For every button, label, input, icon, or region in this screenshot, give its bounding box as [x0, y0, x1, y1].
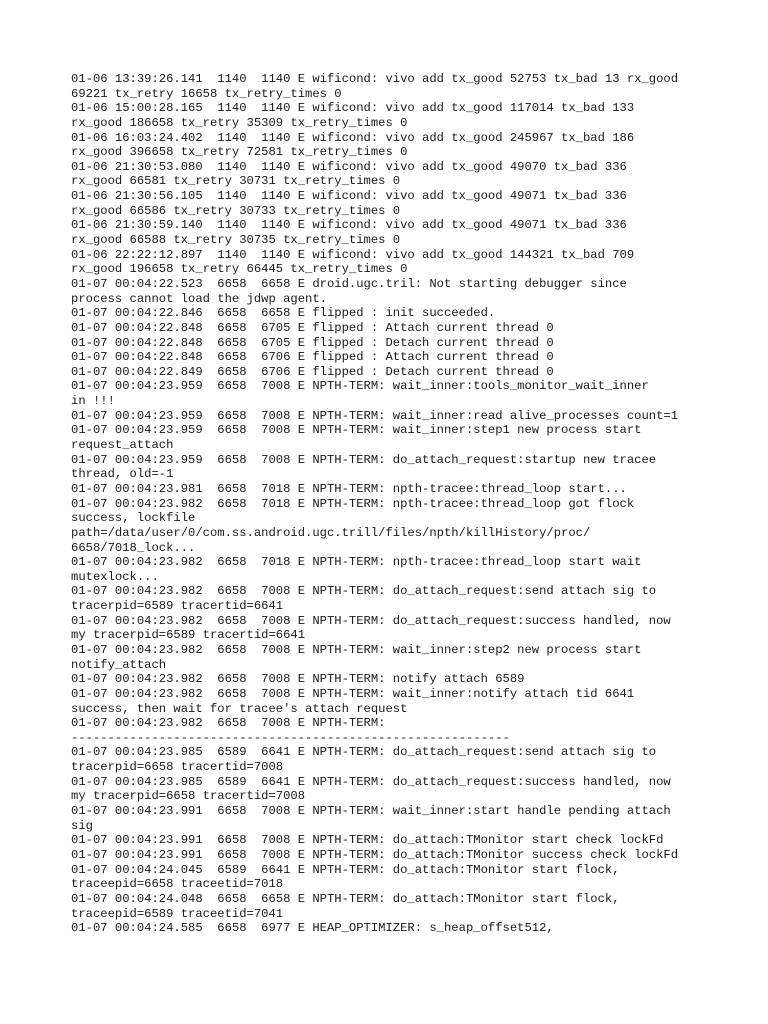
- log-line: 01-07 00:04:22.848 6658 6706 E flipped : Attach current thread 0: [71, 350, 554, 365]
- log-line: 01-07 00:04:24.585 6658 6977 E HEAP_OPTIMIZER: s_heap_offset512,: [71, 921, 554, 936]
- log-line: 01-06 21:30:56.105 1140 1140 E wificond: vivo add tx_good 49071 tx_bad 336: [71, 189, 627, 204]
- log-line: 01-07 00:04:24.048 6658 6658 E NPTH-TERM: do_attach:TMonitor start flock,: [71, 891, 620, 906]
- log-line: in !!!: [71, 394, 115, 409]
- log-line: 01-07 00:04:23.982 6658 7008 E NPTH-TERM: do_attach_request:success handled, now: [71, 613, 671, 628]
- log-line: 01-07 00:04:23.982 6658 7018 E NPTH-TERM: npth-tracee:thread_loop got flock: [71, 496, 635, 511]
- log-line: 01-07 00:04:23.991 6658 7008 E NPTH-TERM: wait_inner:start handle pending attach: [71, 804, 671, 819]
- log-line: request_attach: [71, 438, 174, 453]
- log-line: my tracerpid=6589 tracertid=6641: [71, 628, 306, 643]
- log-line: traceepid=6589 traceetid=7041: [71, 906, 284, 921]
- log-line: rx_good 396658 tx_retry 72581 tx_retry_times 0: [71, 145, 408, 160]
- log-line: 01-07 00:04:23.981 6658 7018 E NPTH-TERM: npth-tracee:thread_loop start...: [71, 481, 627, 496]
- log-line: 01-07 00:04:23.991 6658 7008 E NPTH-TERM: do_attach:TMonitor success check lockFd: [71, 847, 679, 862]
- log-line: rx_good 186658 tx_retry 35309 tx_retry_times 0: [71, 115, 408, 130]
- log-line: 01-06 13:39:26.141 1140 1140 E wificond: vivo add tx_good 52753 tx_bad 13 rx_good: [71, 72, 679, 86]
- log-line: 01-07 00:04:22.849 6658 6706 E flipped : Detach current thread 0: [71, 364, 554, 379]
- log-line: mutexlock...: [71, 569, 159, 584]
- log-line: 01-07 00:04:23.985 6589 6641 E NPTH-TERM: do_attach_request:send attach sig to: [71, 745, 657, 760]
- log-line: success, lockfile: [71, 511, 196, 526]
- log-line: 01-07 00:04:23.991 6658 7008 E NPTH-TERM: do_attach:TMonitor start check lockFd: [71, 833, 664, 848]
- log-line: 01-07 00:04:23.959 6658 7008 E NPTH-TERM: wait_inner:tools_monitor_wait_inner: [71, 379, 649, 394]
- log-line: 01-07 00:04:22.523 6658 6658 E droid.ugc.tril: Not starting debugger since: [71, 276, 627, 291]
- log-line: 01-07 00:04:22.848 6658 6705 E flipped : Detach current thread 0: [71, 335, 554, 350]
- log-line: rx_good 196658 tx_retry 66445 tx_retry_times 0: [71, 262, 408, 277]
- log-line: sig: [71, 818, 93, 833]
- log-line: rx_good 66588 tx_retry 30735 tx_retry_times 0: [71, 233, 401, 248]
- log-line: 01-07 00:04:23.959 6658 7008 E NPTH-TERM: wait_inner:step1 new process start: [71, 423, 642, 438]
- log-line: 01-07 00:04:22.846 6658 6658 E flipped : init succeeded.: [71, 306, 496, 321]
- log-line: notify_attach: [71, 657, 167, 672]
- log-line: 01-06 15:00:28.165 1140 1140 E wificond: vivo add tx_good 117014 tx_bad 133: [71, 101, 635, 116]
- log-line: tracerpid=6589 tracertid=6641: [71, 599, 284, 614]
- log-line: 01-06 21:30:53.080 1140 1140 E wificond: vivo add tx_good 49070 tx_bad 336: [71, 159, 627, 174]
- log-line: traceepid=6658 traceetid=7018: [71, 877, 284, 892]
- log-line: 01-07 00:04:23.959 6658 7008 E NPTH-TERM: wait_inner:read alive_processes count=1: [71, 408, 679, 423]
- log-document: [71, 72, 721, 936]
- log-line: 01-07 00:04:23.982 6658 7008 E NPTH-TERM: do_attach_request:send attach sig to: [71, 584, 657, 599]
- log-line: 01-07 00:04:23.982 6658 7008 E NPTH-TERM: notify attach 6589: [71, 672, 525, 687]
- log-line: 01-07 00:04:23.982 6658 7008 E NPTH-TERM: wait_inner:notify attach tid 6641: [71, 686, 635, 701]
- log-line: rx_good 66581 tx_retry 30731 tx_retry_times 0: [71, 174, 401, 189]
- log-line: my tracerpid=6658 tracertid=7008: [71, 789, 306, 804]
- log-line: 01-06 22:22:12.897 1140 1140 E wificond: vivo add tx_good 144321 tx_bad 709: [71, 247, 635, 262]
- log-line: 01-07 00:04:23.959 6658 7008 E NPTH-TERM: do_attach_request:startup new tracee: [71, 452, 657, 467]
- log-line: success, then wait for tracee's attach request: [71, 701, 408, 716]
- log-line: process cannot load the jdwp agent.: [71, 291, 327, 306]
- log-line: 01-07 00:04:23.982 6658 7008 E NPTH-TERM:: [71, 716, 386, 731]
- log-line: 01-07 00:04:23.982 6658 7008 E NPTH-TERM: wait_inner:step2 new process start: [71, 642, 642, 657]
- log-line: 6658/7018_lock...: [71, 540, 196, 555]
- log-line: thread, old=-1: [71, 467, 174, 482]
- log-line: 01-07 00:04:23.985 6589 6641 E NPTH-TERM: do_attach_request:success handled, now: [71, 774, 671, 789]
- log-line: 69221 tx_retry 16658 tx_retry_times 0: [71, 86, 342, 101]
- log-line: path=/data/user/0/com.ss.android.ugc.trill/files/npth/killHistory/proc/: [71, 525, 591, 540]
- log-line: ------------------------------------------------------------: [71, 730, 510, 745]
- log-line: rx_good 66586 tx_retry 30733 tx_retry_times 0: [71, 203, 401, 218]
- log-line: 01-07 00:04:23.982 6658 7018 E NPTH-TERM: npth-tracee:thread_loop start wait: [71, 555, 642, 570]
- log-line: 01-07 00:04:24.045 6589 6641 E NPTH-TERM: do_attach:TMonitor start flock,: [71, 862, 620, 877]
- log-line: 01-07 00:04:22.848 6658 6705 E flipped : Attach current thread 0: [71, 320, 554, 335]
- log-line: 01-06 16:03:24.402 1140 1140 E wificond: vivo add tx_good 245967 tx_bad 186: [71, 130, 635, 145]
- log-line: tracerpid=6658 tracertid=7008: [71, 760, 284, 775]
- log-line: 01-06 21:30:59.140 1140 1140 E wificond: vivo add tx_good 49071 tx_bad 336: [71, 218, 627, 233]
